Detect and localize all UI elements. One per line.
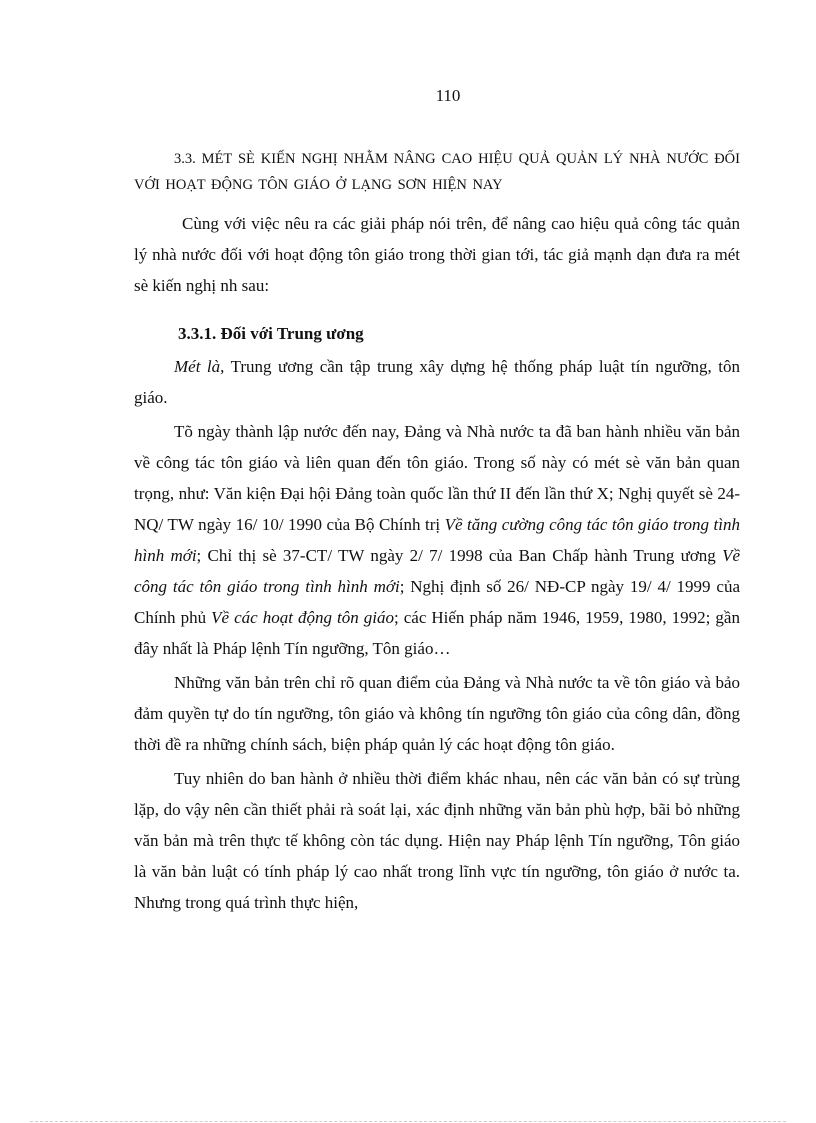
paragraph-1 (134, 351, 740, 413)
paragraph-2 (134, 416, 740, 664)
paragraph-2-text-1: Tõ ngày thành lập nước đến nay, Đảng và Nhà nước ta đã ban hành nhiều văn bản về công tác tôn giáo và liên quan đến tôn giáo. Trong số này có mét sè văn bản quan trọng, như: Văn kiện Đại hội Đảng toàn quốc lần thứ II đến lần thứ X; Nghị quyết sè 24-NQ/ TW ngày 16/ 10/ 1990 của Bộ Chính trị (134, 422, 740, 534)
paragraph-2-italic-1: Về tăng cường công tác tôn giáo trong tình hình mới (134, 515, 740, 565)
paragraph-3: Những văn bản trên chỉ rõ quan điểm của Đảng và Nhà nước ta về tôn giáo và bảo đảm quyền tự do tín ngưỡng, tôn giáo và không tín ngưỡng tôn giáo của công dân, đồng thời đề ra những chính sách, biện pháp quản lý các hoạt động tôn giáo. (134, 673, 740, 754)
paragraph-4: Tuy nhiên do ban hành ở nhiều thời điểm khác nhau, nên các văn bản có sự trùng lặp, do vậy nên cần thiết phải rà soát lại, xác định những văn bản phù hợp, bãi bỏ những văn bản mà trên thực tế không còn tác dụng. Hiện nay Pháp lệnh Tín ngưỡng, Tôn giáo là văn bản luật có tính pháp lý cao nhất trong lĩnh vực tín ngưỡng, tôn giáo ở nước ta. Nhưng trong quá trình thực hiện, (134, 769, 740, 912)
paragraph-1-text: Trung ương cần tập trung xây dựng hệ thống pháp luật tín ngưỡng, tôn giáo. (134, 357, 740, 407)
paragraph-2-italic-3: Về các hoạt động tôn giáo (211, 608, 394, 627)
paragraph-1-lead: Mét là, (174, 357, 225, 376)
page-number: 110 (435, 86, 461, 105)
section-heading: 3.3. MÉT SÈ KIẾN NGHỊ NHẰM NÂNG CAO HIỆU QUẢ QUẢN LÝ NHÀ NƯỚC ĐỐI VỚI HOẠT ĐỘNG TÔN GIÁO Ở LẠNG SƠN HIỆN NAY (134, 151, 740, 193)
paragraph-2-text-4: ; các Hiến pháp năm 1946, 1959, 1980, 1992; gần đây nhất là Pháp lệnh Tín ngưỡng, Tôn giáo… (134, 608, 740, 658)
document-body (134, 146, 740, 918)
paragraph-2-text-3: ; Nghị định số 26/ NĐ-CP ngày 19/ 4/ 1999 của Chính phủ (134, 577, 740, 627)
subsection-heading: 3.3.1. Đối với Trung ương (178, 324, 364, 343)
intro-paragraph: Cùng với việc nêu ra các giải pháp nói trên, để nâng cao hiệu quả công tác quản lý nhà nước đối với hoạt động tôn giáo trong thời gian tới, tác giả mạnh dạn đưa ra mét sè kiến nghị nh sau: (134, 214, 740, 295)
paragraph-2-text-2: ; Chỉ thị sè 37-CT/ TW ngày 2/ 7/ 1998 của Ban Chấp hành Trung ương (196, 546, 723, 565)
paragraph-2-italic-2: Về công tác tôn giáo trong tình hình mới (134, 546, 740, 596)
page-bottom-divider (30, 1121, 786, 1122)
